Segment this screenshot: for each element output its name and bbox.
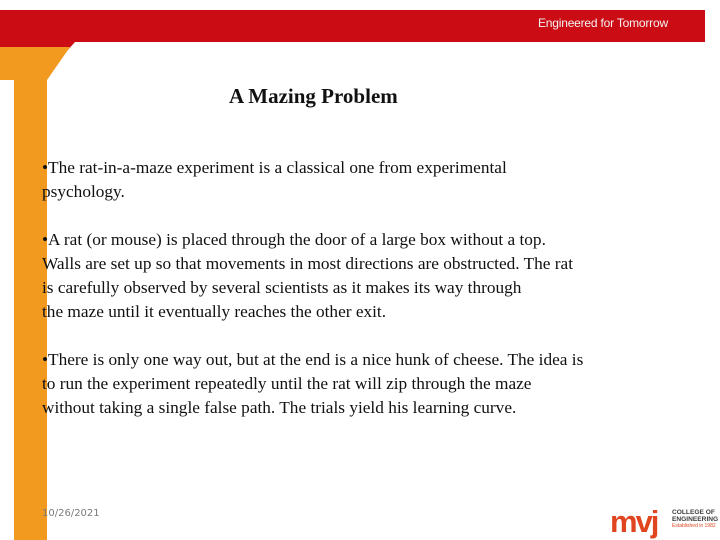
header-tagline: Engineered for Tomorrow <box>538 16 668 30</box>
slide-date: 10/26/2021 <box>42 508 100 519</box>
text-line: •A rat (or mouse) is placed through the door of a large box without a top. <box>42 230 546 249</box>
bullet-paragraph <box>42 228 682 324</box>
logo-caption <box>672 509 720 530</box>
text-line: the maze until it eventually reaches the other exit. <box>42 302 387 321</box>
bullet-paragraph <box>42 348 682 420</box>
logo-mark: mvj <box>610 504 658 539</box>
logo-caption-line: COLLEGE OF <box>672 509 715 516</box>
text-line: is carefully observed by several scientists as it makes its way through <box>42 278 522 297</box>
text-line: psychology. <box>42 182 125 201</box>
logo-caption-line: ENGINEERING <box>672 516 719 523</box>
text-line: without taking a single false path. The trials yield his learning curve. <box>42 398 517 417</box>
text-line: to run the experiment repeatedly until the rat will zip through the maze <box>42 374 532 393</box>
college-logo <box>610 505 718 538</box>
text-line: •There is only one way out, but at the end is a nice hunk of cheese. The idea is <box>42 350 584 369</box>
slide-title: A Mazing Problem <box>229 84 398 108</box>
text-line: •The rat-in-a-maze experiment is a classical one from experimental <box>42 158 507 177</box>
bullet-paragraph <box>42 156 682 204</box>
text-line: Walls are set up so that movements in most directions are obstructed. The rat <box>42 254 573 273</box>
logo-caption-line: Established in 1982 <box>672 523 716 529</box>
slide-body <box>42 156 682 444</box>
